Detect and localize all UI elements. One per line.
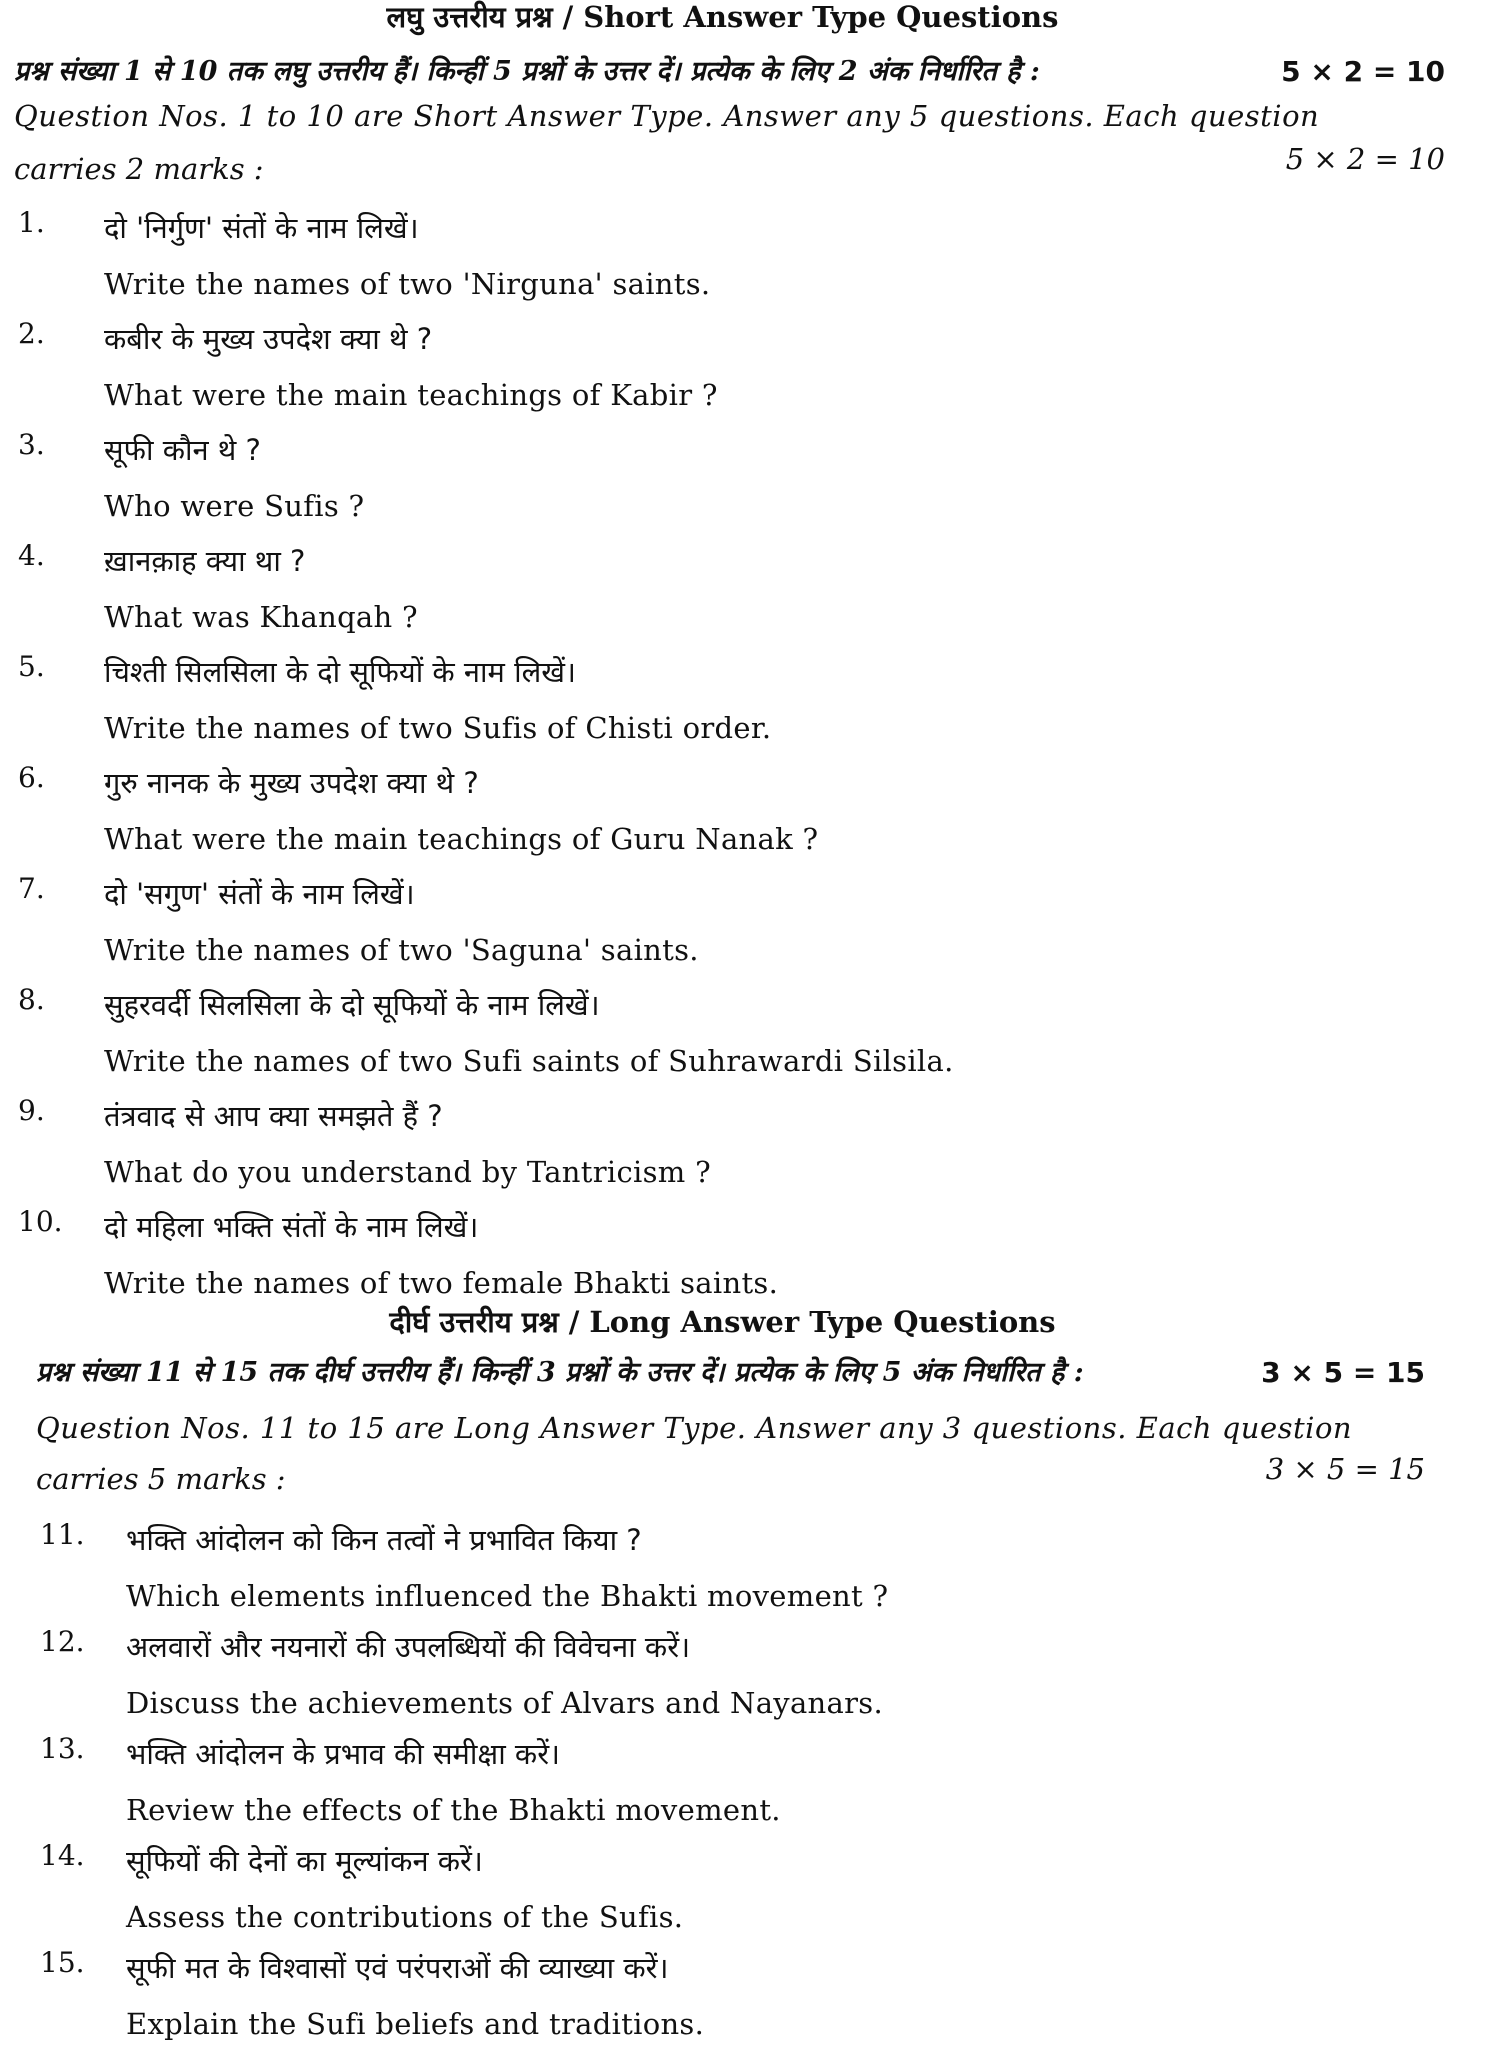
question-number: 10. [18,1205,63,1238]
question-hindi: तंत्रवाद से आप क्या समझते हैं ? [104,1099,443,1133]
heading-separator: / [568,1305,580,1339]
question-number: 14. [40,1839,85,1872]
question-number: 7. [18,872,45,905]
question-number: 1. [18,206,45,239]
short-marks-english: 5 × 2 = 10 [1285,142,1445,176]
question-item [14,1199,1445,1310]
question-item [14,977,1445,1088]
question-number: 6. [18,761,45,794]
question-item [36,1833,1425,1940]
question-item [14,644,1445,755]
question-number: 3. [18,428,45,461]
question-item [14,866,1445,977]
question-number: 9. [18,1094,45,1127]
long-section-heading [0,1305,1445,1339]
short-heading-hindi: लघु उत्तरीय प्रश्न [386,0,553,34]
heading-separator: / [562,0,574,34]
question-english: Write the names of two female Bhakti saints. [104,1266,779,1300]
long-heading-english: Long Answer Type Questions [589,1305,1056,1339]
long-question-list [36,1512,1425,2047]
short-instruction-english: Question Nos. 1 to 10 are Short Answer Type. Answer any 5 questions. Each question [14,99,1320,133]
question-item [14,533,1445,644]
question-english: Discuss the achievements of Alvars and Nayanars. [126,1686,883,1720]
question-number: 4. [18,539,45,572]
question-english: What were the main teachings of Kabir ? [104,378,718,412]
long-instruction-english: Question Nos. 11 to 15 are Long Answer Type. Answer any 3 questions. Each question [36,1411,1353,1445]
question-hindi: सूफी कौन थे ? [104,433,261,467]
question-hindi: कबीर के मुख्य उपदेश क्या थे ? [104,322,433,356]
question-hindi: दो महिला भक्ति संतों के नाम लिखें। [104,1210,479,1244]
question-english: Write the names of two 'Saguna' saints. [104,933,699,967]
long-marks-hindi: 3 × 5 = 15 [1261,1356,1425,1389]
short-instruction-english-line2 [14,142,1445,188]
short-question-list [14,200,1445,1310]
question-item [36,1619,1425,1726]
question-hindi: अलवारों और नयनारों की उपलब्धियों की विवेचना करें। [126,1630,691,1664]
short-instruction-english-line2-text: carries 2 marks : [14,152,264,186]
question-hindi: सुहरवर्दी सिलसिला के दो सूफियों के नाम लिखें। [104,988,600,1022]
question-english: Write the names of two 'Nirguna' saints. [104,267,711,301]
question-item [14,422,1445,533]
question-item [14,311,1445,422]
short-instruction-hindi-text: प्रश्न संख्या 1 से 10 तक लघु उत्तरीय हैं। किन्हीं 5 प्रश्नों के उत्तर दें। प्रत्येक के लिए 2 अंक निर्धारित है : [14,56,1040,87]
short-section-heading [0,0,1445,34]
question-english: Write the names of two Sufis of Chisti order. [104,711,772,745]
question-number: 8. [18,983,45,1016]
question-english: What was Khanqah ? [104,600,418,634]
long-instruction-hindi [36,1353,1425,1393]
question-hindi: ख़ानक़ाह क्या था ? [104,544,306,578]
long-heading-hindi: दीर्घ उत्तरीय प्रश्न [389,1305,559,1339]
question-hindi: दो 'निर्गुण' संतों के नाम लिखें। [104,211,419,245]
question-hindi: सूफी मत के विश्वासों एवं परंपराओं की व्याख्या करें। [126,1951,669,1985]
question-english: Which elements influenced the Bhakti movement ? [126,1579,889,1613]
question-english: Write the names of two Sufi saints of Suhrawardi Silsila. [104,1044,954,1078]
long-marks-english: 3 × 5 = 15 [1265,1452,1425,1486]
question-number: 15. [40,1946,85,1979]
question-number: 11. [40,1518,85,1551]
short-heading-english: Short Answer Type Questions [583,0,1059,34]
question-hindi: गुरु नानक के मुख्य उपदेश क्या थे ? [104,766,479,800]
question-number: 12. [40,1625,85,1658]
question-item [36,1726,1425,1833]
question-hindi: भक्ति आंदोलन के प्रभाव की समीक्षा करें। [126,1737,561,1771]
question-hindi: दो 'सगुण' संतों के नाम लिखें। [104,877,415,911]
question-english: Explain the Sufi beliefs and traditions. [126,2007,705,2041]
question-hindi: भक्ति आंदोलन को किन तत्वों ने प्रभावित किया ? [126,1523,642,1557]
question-english: Who were Sufis ? [104,489,365,523]
question-number: 13. [40,1732,85,1765]
question-item [14,200,1445,311]
question-english: Review the effects of the Bhakti movement. [126,1793,781,1827]
question-english: What do you understand by Tantricism ? [104,1155,711,1189]
question-hindi: सूफियों की देनों का मूल्यांकन करें। [126,1844,483,1878]
short-marks-hindi: 5 × 2 = 10 [1281,55,1445,88]
long-instruction-english-line2 [36,1452,1425,1498]
question-english: What were the main teachings of Guru Nanak ? [104,822,819,856]
long-instruction-hindi-text: प्रश्न संख्या 11 से 15 तक दीर्घ उत्तरीय हैं। किन्हीं 3 प्रश्नों के उत्तर दें। प्रत्येक के लिए 5 अंक निर्धारित है : [36,1357,1084,1388]
long-instruction-english-line2-text: carries 5 marks : [36,1462,286,1496]
question-english: Assess the contributions of the Sufis. [126,1900,684,1934]
question-number: 5. [18,650,45,683]
question-item [14,755,1445,866]
question-item [36,1940,1425,2047]
question-hindi: चिश्ती सिलसिला के दो सूफियों के नाम लिखें। [104,655,576,689]
short-instruction-hindi [14,52,1445,92]
question-number: 2. [18,317,45,350]
question-item [14,1088,1445,1199]
question-item [36,1512,1425,1619]
